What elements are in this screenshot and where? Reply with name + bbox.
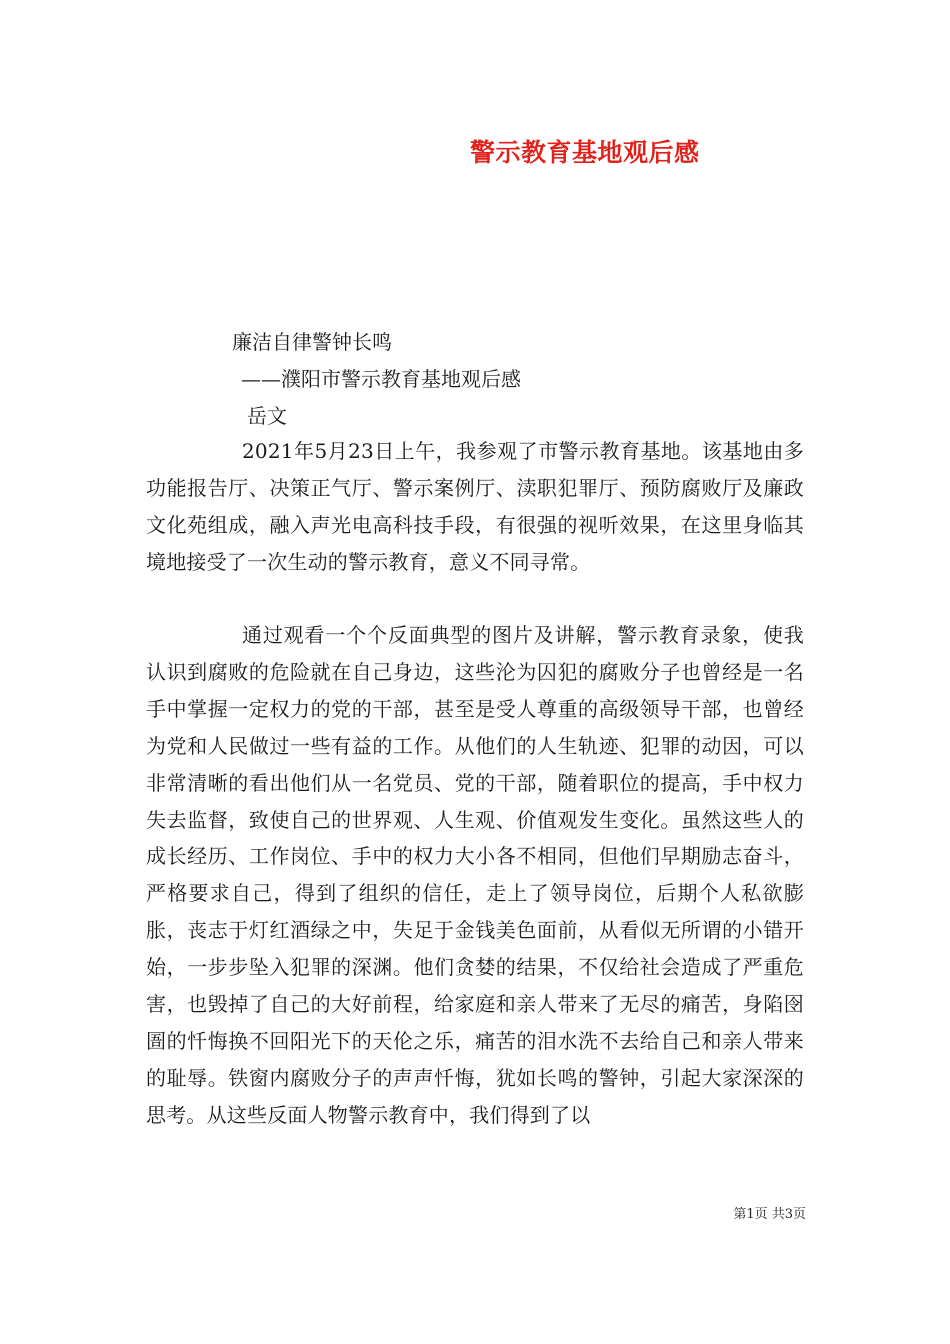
article-subheading: ——濮阳市警示教育基地观后感 — [241, 367, 521, 391]
article-heading: 廉洁自律警钟长鸣 — [232, 330, 392, 354]
document-title: 警示教育基地观后感 — [470, 138, 700, 167]
page-number-footer: 第1页 共3页 — [733, 1207, 806, 1222]
body-paragraph: 通过观看一个个反面典型的图片及讲解，警示教育录象，使我认识到腐败的危险就在自己身边，这些沦为囚犯的腐败分子也曾经是一名手中掌握一定权力的党的干部，甚至是受人尊重的高级领导干部，也曾经为党和人民做过一些有益的工作。从他们的人生轨迹、犯罪的动因，可以非常清晰的看出他们从一名党员、党的干部，随着职位的提高，手中权力失去监督，致使自己的世界观、人生观、价值观发生变化。虽然这些人的成长经历、工作岗位、手中的权力大小各不相同，但他们早期励志奋斗，严格要求自己，得到了组织的信任，走上了领导岗位，后期个人私欲膨胀，丧志于灯红酒绿之中，失足于金钱美色面前，从看似无所谓的小错开始，一步步坠入犯罪的深渊。他们贪婪的结果，不仅给社会造成了严重危害，也毁掉了自己的大好前程，给家庭和亲人带来了无尽的痛苦，身陷囹圄的忏悔换不回阳光下的天伦之乐，痛苦的泪水洗不去给自己和亲人带来的耻辱。铁窗内腐败分子的声声忏悔，犹如长鸣的警钟，引起大家深深的思考。从这些反面人物警示教育中，我们得到了以 — [146, 623, 804, 1127]
body-paragraph: 2021年5月23日上午，我参观了市警示教育基地。该基地由多功能报告厅、决策正气厅、警示案例厅、渎职犯罪厅、预防腐败厅及廉政文化苑组成，融入声光电高科技手段，有很强的视听效果，在这里身临其境地接受了一次生动的警示教育，意义不同寻常。 — [146, 439, 804, 574]
author-name: 岳文 — [247, 404, 287, 428]
